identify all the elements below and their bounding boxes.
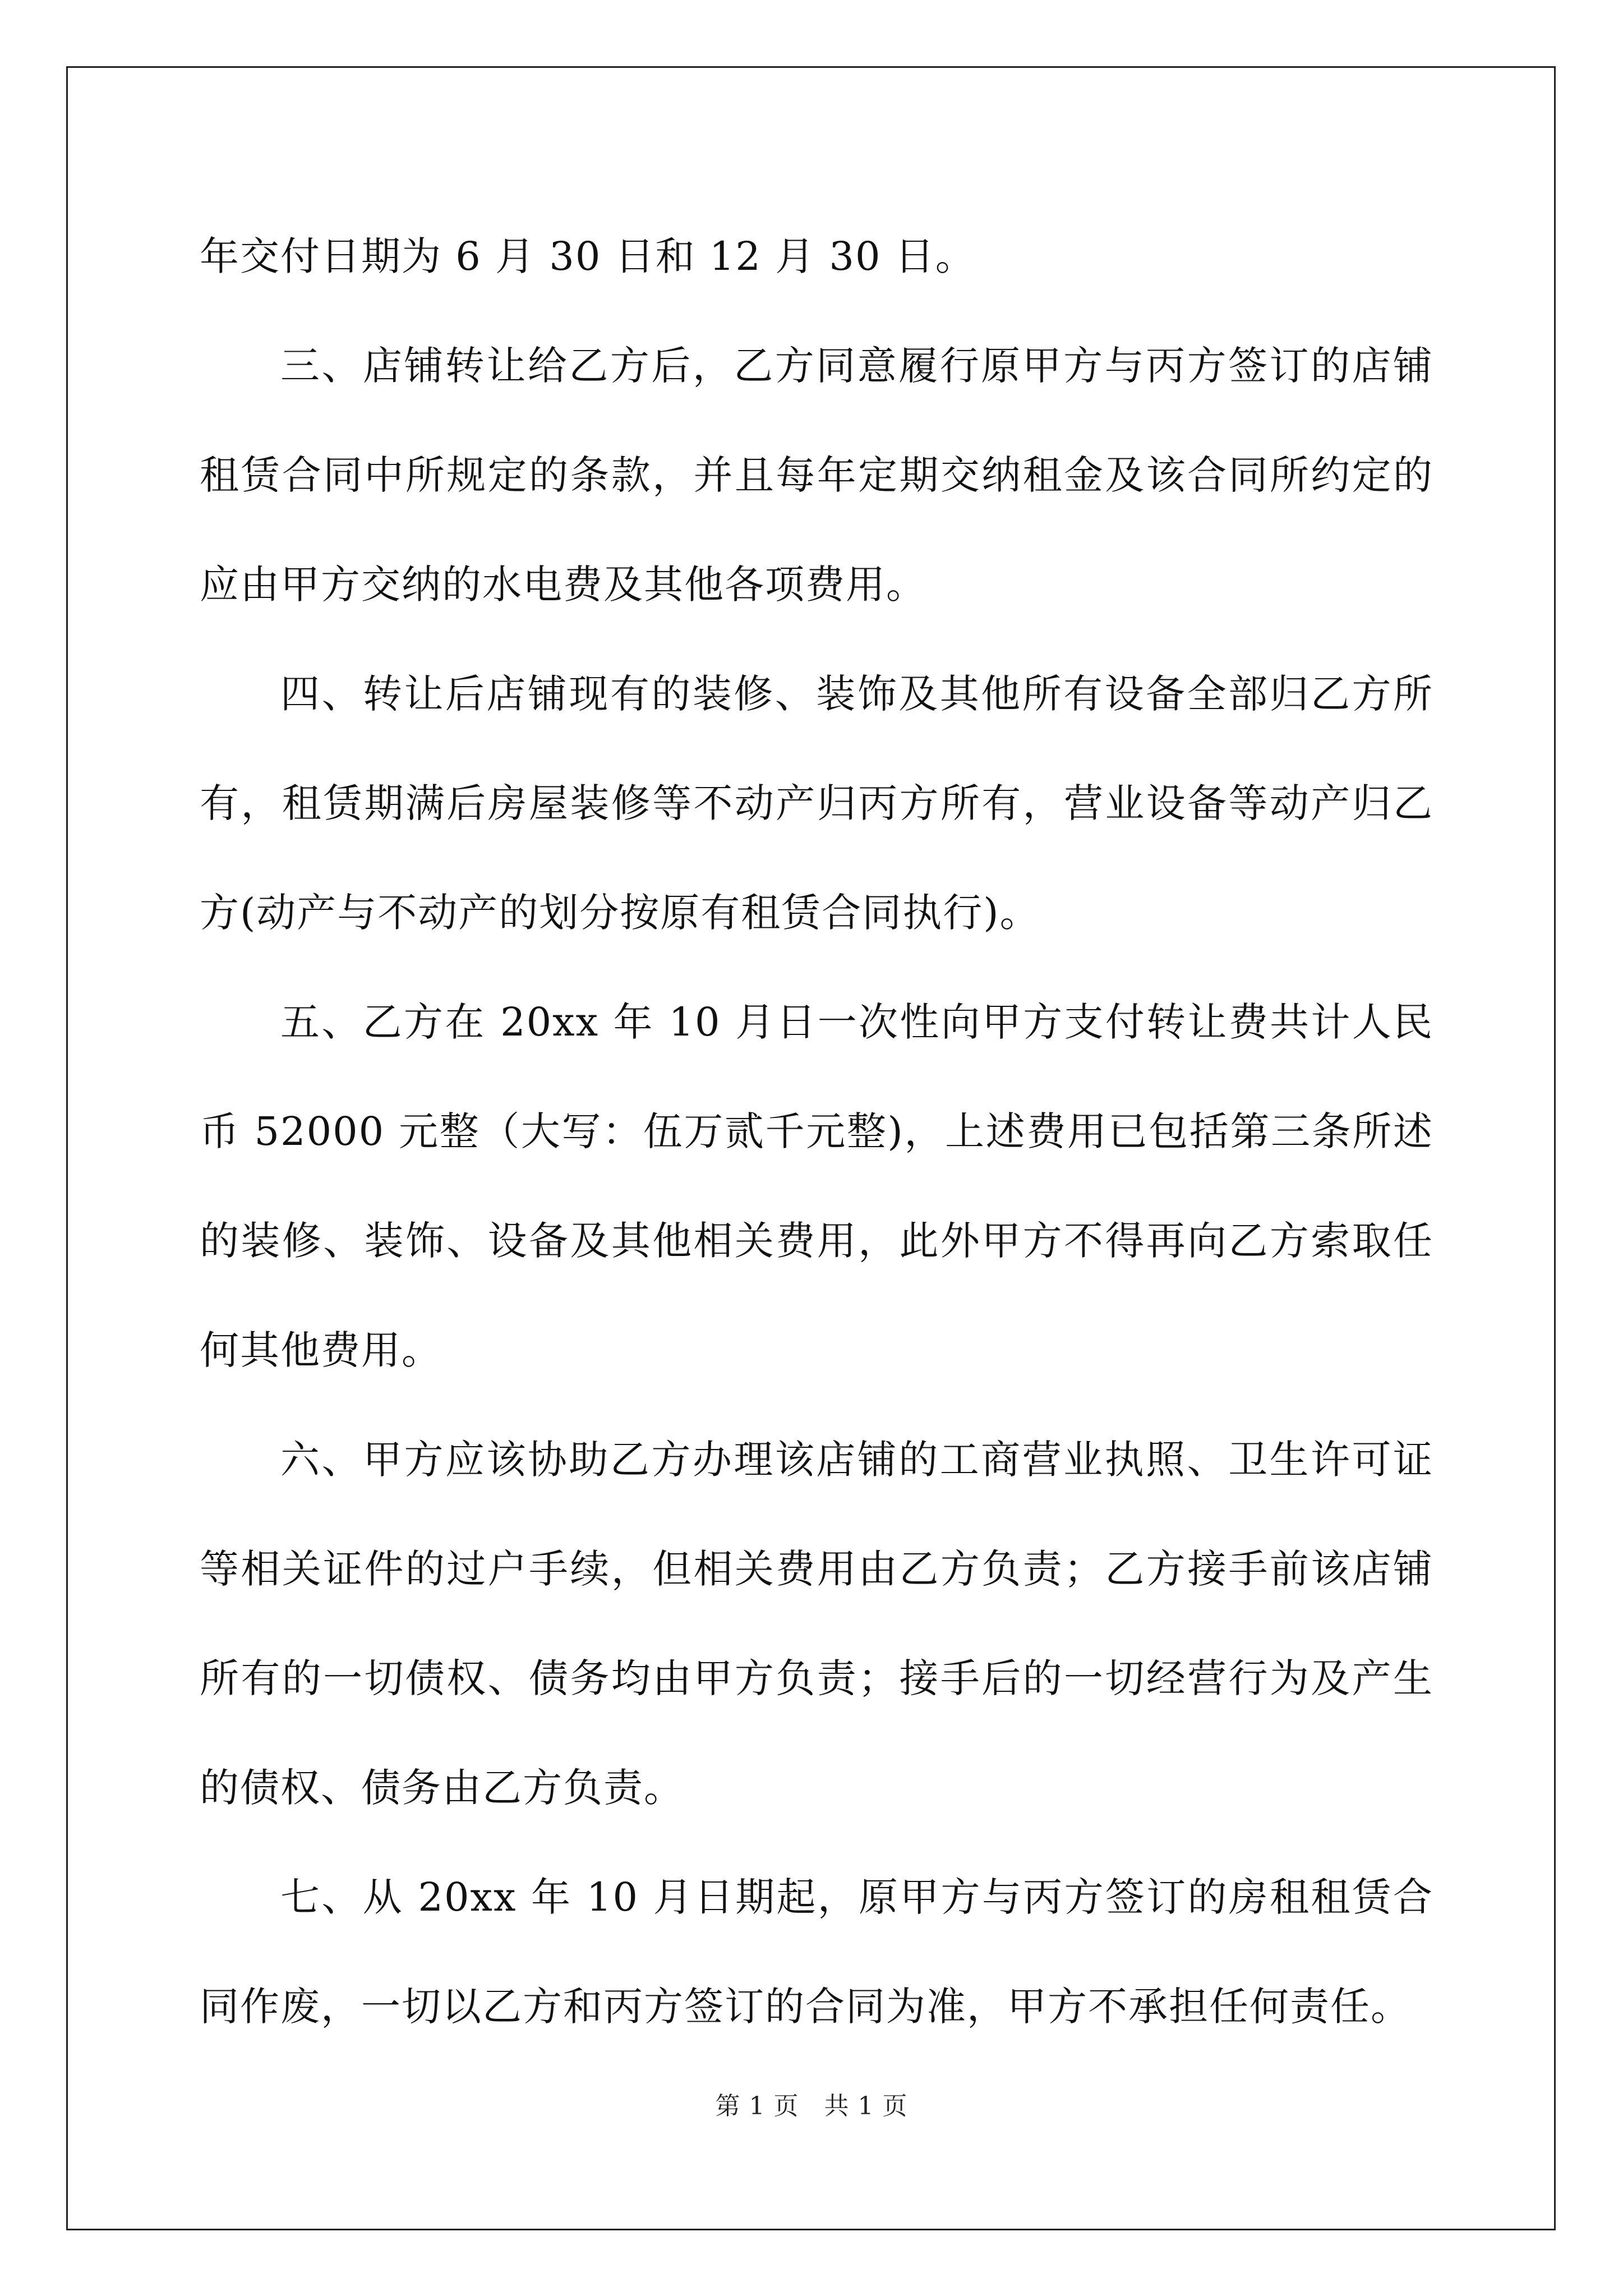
- paragraph-clause-5: 五、乙方在 20xx 年 10 月日一次性向甲方支付转让费共计人民币 52000 元整（大写：伍万贰千元整)，上述费用已包括第三条所述的装修、装饰、设备及其他相关费用，此外甲方不得再向乙方索取任何其他费用。: [200, 999, 1433, 1373]
- document-body: [200, 202, 1433, 2062]
- page-number-footer: 第 1 页 共 1 页: [715, 2092, 908, 2120]
- paragraph-1: 年交付日期为 6 月 30 日和 12 月 30 日。: [200, 233, 976, 279]
- paragraph-clause-4: 四、转让后店铺现有的装修、装饰及其他所有设备全部归乙方所有，租赁期满后房屋装修等不动产归丙方所有，营业设备等动产归乙方(动产与不动产的划分按原有租赁合同执行)。: [200, 671, 1433, 936]
- paragraph-clause-7: 七、从 20xx 年 10 月日期起，原甲方与丙方签订的房租租赁合同作废，一切以乙方和丙方签订的合同为准，甲方不承担任何责任。: [200, 1874, 1433, 2030]
- paragraph-clause-6: 六、甲方应该协助乙方办理该店铺的工商营业执照、卫生许可证等相关证件的过户手续，但相关费用由乙方负责；乙方接手前该店铺所有的一切债权、债务均由甲方负责；接手后的一切经营行为及产生的债权、债务由乙方负责。: [200, 1437, 1433, 1811]
- paragraph-clause-3: 三、店铺转让给乙方后，乙方同意履行原甲方与丙方签订的店铺租赁合同中所规定的条款，并且每年定期交纳租金及该合同所约定的应由甲方交纳的水电费及其他各项费用。: [200, 343, 1433, 608]
